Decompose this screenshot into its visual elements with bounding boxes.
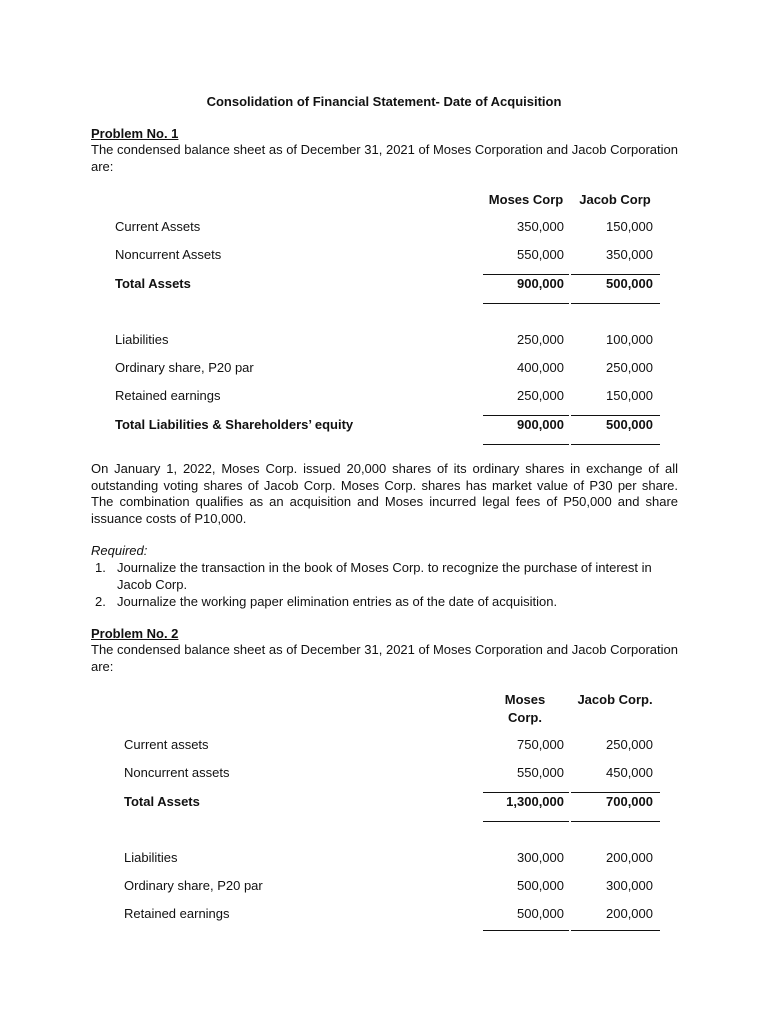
p2-row-label: Ordinary share, P20 par <box>124 878 263 893</box>
required-item-text: Journalize the working paper elimination entries as of the date of acquisition. <box>117 594 558 609</box>
p2-total-equity-top-rule <box>571 930 660 931</box>
p1-col-moses-header: Moses Corp <box>488 192 564 207</box>
document-title: Consolidation of Financial Statement- Date of Acquisition <box>206 94 562 109</box>
p2-total-assets-bottom-rule <box>571 821 660 822</box>
p1-total-equity-bottom-rule <box>483 444 569 445</box>
p1-row-moses-value: 250,000 <box>517 388 564 403</box>
p1-total-equity-top-rule <box>483 415 569 416</box>
p1-row-jacob-value: 250,000 <box>606 360 653 375</box>
p2-total-assets-bottom-rule <box>483 821 569 822</box>
p1-row-label: Liabilities <box>115 332 169 347</box>
p1-row-moses-value: 350,000 <box>517 219 564 234</box>
problem2-intro: The condensed balance sheet as of December 31, 2021 of Moses Corporation and Jacob Corporation are: <box>91 642 678 674</box>
p1-total-jacob-value: 500,000 <box>606 417 653 432</box>
p2-col-moses-header-line2: Corp. <box>508 710 542 725</box>
problem1-narrative: On January 1, 2022, Moses Corp. issued 20,000 shares of its ordinary shares in exchange of all outstanding voting shares of Jacob Corp. Moses Corp. shares has market value of P30 per share. The combination qualifies as an acquisition and Moses incurred legal fees of P50,000 and share issuance costs of P10,000. <box>91 461 678 526</box>
p2-total-equity-top-rule <box>483 930 569 931</box>
p2-row-jacob-value: 200,000 <box>606 906 653 921</box>
p2-total-jacob-value: 700,000 <box>606 794 653 809</box>
required-label: Required: <box>91 543 148 558</box>
required-item-number: 2. <box>95 594 106 609</box>
required-item-1 <box>91 560 678 593</box>
p2-row-label: Current assets <box>124 737 209 752</box>
p1-row-label: Noncurrent Assets <box>115 247 222 262</box>
p2-total-row-label: Total Assets <box>124 794 200 809</box>
p1-row-jacob-value: 150,000 <box>606 388 653 403</box>
p1-total-equity-bottom-rule <box>571 444 660 445</box>
required-item-text: Journalize the transaction in the book of Moses Corp. to recognize the purchase of interest in Jacob Corp. <box>117 560 652 592</box>
p2-row-label: Noncurrent assets <box>124 765 230 780</box>
p1-total-moses-value: 900,000 <box>517 276 564 291</box>
p1-total-assets-top-rule <box>571 274 660 275</box>
p1-row-jacob-value: 350,000 <box>606 247 653 262</box>
p1-row-label: Ordinary share, P20 par <box>115 360 254 375</box>
problem2-heading: Problem No. 2 <box>91 626 179 641</box>
p2-col-moses-header-line1: Moses <box>504 692 546 707</box>
p1-total-assets-bottom-rule <box>483 303 569 304</box>
p2-row-jacob-value: 250,000 <box>606 737 653 752</box>
problem1-heading: Problem No. 1 <box>91 126 179 141</box>
p2-row-moses-value: 500,000 <box>517 878 564 893</box>
p2-total-assets-top-rule <box>571 792 660 793</box>
p1-total-row-label: Total Liabilities & Shareholders’ equity <box>115 417 354 432</box>
p1-total-assets-top-rule <box>483 274 569 275</box>
p2-row-moses-value: 300,000 <box>517 850 564 865</box>
p1-row-moses-value: 250,000 <box>517 332 564 347</box>
p2-row-moses-value: 500,000 <box>517 906 564 921</box>
p2-row-label: Retained earnings <box>124 906 230 921</box>
p2-row-jacob-value: 300,000 <box>606 878 653 893</box>
p2-total-moses-value: 1,300,000 <box>506 794 564 809</box>
p1-row-jacob-value: 150,000 <box>606 219 653 234</box>
p1-total-jacob-value: 500,000 <box>606 276 653 291</box>
p2-col-jacob-header: Jacob Corp. <box>577 692 653 707</box>
p1-total-assets-bottom-rule <box>571 303 660 304</box>
p2-row-jacob-value: 200,000 <box>606 850 653 865</box>
p1-total-equity-top-rule <box>571 415 660 416</box>
p1-row-jacob-value: 100,000 <box>606 332 653 347</box>
p1-row-moses-value: 550,000 <box>517 247 564 262</box>
p1-row-label: Retained earnings <box>115 388 221 403</box>
p1-total-moses-value: 900,000 <box>517 417 564 432</box>
p2-row-label: Liabilities <box>124 850 178 865</box>
p1-col-jacob-header: Jacob Corp <box>579 192 651 207</box>
p2-total-assets-top-rule <box>483 792 569 793</box>
p2-row-jacob-value: 450,000 <box>606 765 653 780</box>
p1-row-moses-value: 400,000 <box>517 360 564 375</box>
required-item-2 <box>91 594 678 611</box>
p1-total-row-label: Total Assets <box>115 276 191 291</box>
p2-row-moses-value: 550,000 <box>517 765 564 780</box>
problem1-intro: The condensed balance sheet as of December 31, 2021 of Moses Corporation and Jacob Corporation are: <box>91 142 678 174</box>
p2-row-moses-value: 750,000 <box>517 737 564 752</box>
required-item-number: 1. <box>95 560 106 575</box>
p1-row-label: Current Assets <box>115 219 201 234</box>
